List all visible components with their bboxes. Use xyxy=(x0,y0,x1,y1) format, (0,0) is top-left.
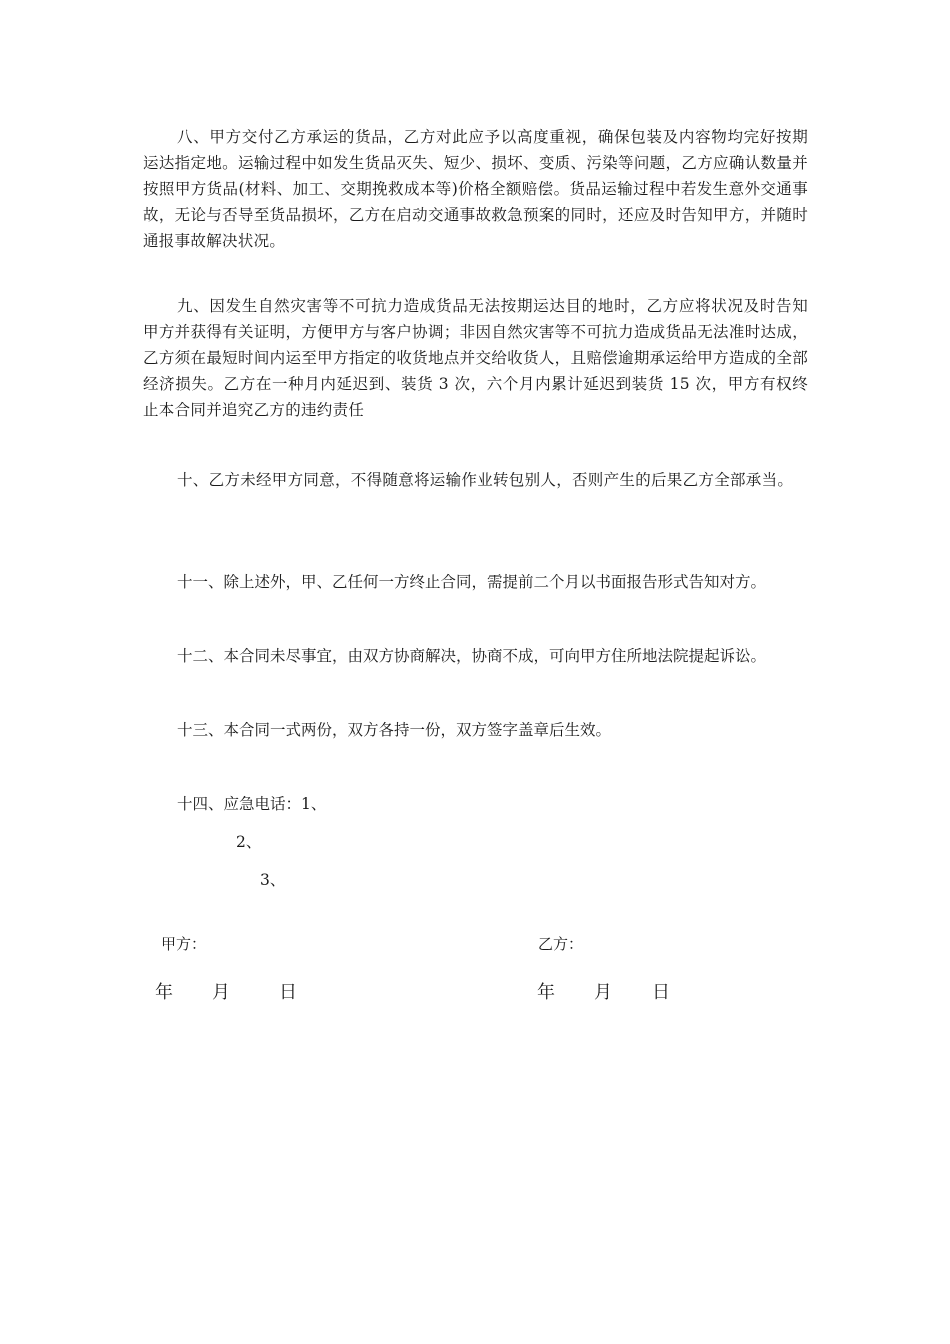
party-b-year: 年 xyxy=(537,982,555,1003)
party-b-label: 乙方： xyxy=(538,935,584,953)
clause-10: 十、乙方未经甲方同意，不得随意将运输作业转包别人，否则产生的后果乙方全部承当。 xyxy=(177,471,794,489)
clause-14-emergency-phone: 十四、应急电话：1、 xyxy=(177,795,327,813)
clause-13: 十三、本合同一式两份，双方各持一份，双方签字盖章后生效。 xyxy=(177,721,612,739)
clause-11: 十一、除上述外，甲、乙任何一方终止合同，需提前二个月以书面报告形式告知对方。 xyxy=(177,573,767,591)
emergency-phone-3: 3、 xyxy=(260,871,286,889)
emergency-phone-2: 2、 xyxy=(236,833,262,851)
party-a-month: 月 xyxy=(212,982,230,1003)
clause-8: 八、甲方交付乙方承运的货品，乙方对此应予以高度重视，确保包装及内容物均完好按期运达指定地。运输过程中如发生货品灭失、短少、损坏、变质、污染等问题，乙方应确认数量并按照甲方货品(材料、加工、交期挽救成本等)价格全额赔偿。货品运输过程中若发生意外交通事故，无论与否导至货品损坏，乙方在启动交通事故救急预案的同时，还应及时告知甲方，并随时通报事故解决状况。 xyxy=(143,128,808,250)
clause-9: 九、因发生自然灾害等不可抗力造成货品无法按期运达目的地时，乙方应将状况及时告知甲方并获得有关证明，方便甲方与客户协调；非因自然灾害等不可抗力造成货品无法准时达成，乙方须在最短时间内运至甲方指定的收货地点并交给收货人，且赔偿逾期承运给甲方造成的全部经济损失。乙方在一种月内延迟到、装货 3 次，六个月内累计延迟到装货 15 次，甲方有权终止本合同并追究乙方的违约责任 xyxy=(143,297,808,419)
party-a-year: 年 xyxy=(155,982,173,1003)
party-b-day: 日 xyxy=(652,982,670,1003)
party-b-month: 月 xyxy=(594,982,612,1003)
party-a-day: 日 xyxy=(279,982,297,1003)
clause-12: 十二、本合同未尽事宜，由双方协商解决，协商不成，可向甲方住所地法院提起诉讼。 xyxy=(177,647,767,665)
party-a-label: 甲方： xyxy=(161,935,207,953)
